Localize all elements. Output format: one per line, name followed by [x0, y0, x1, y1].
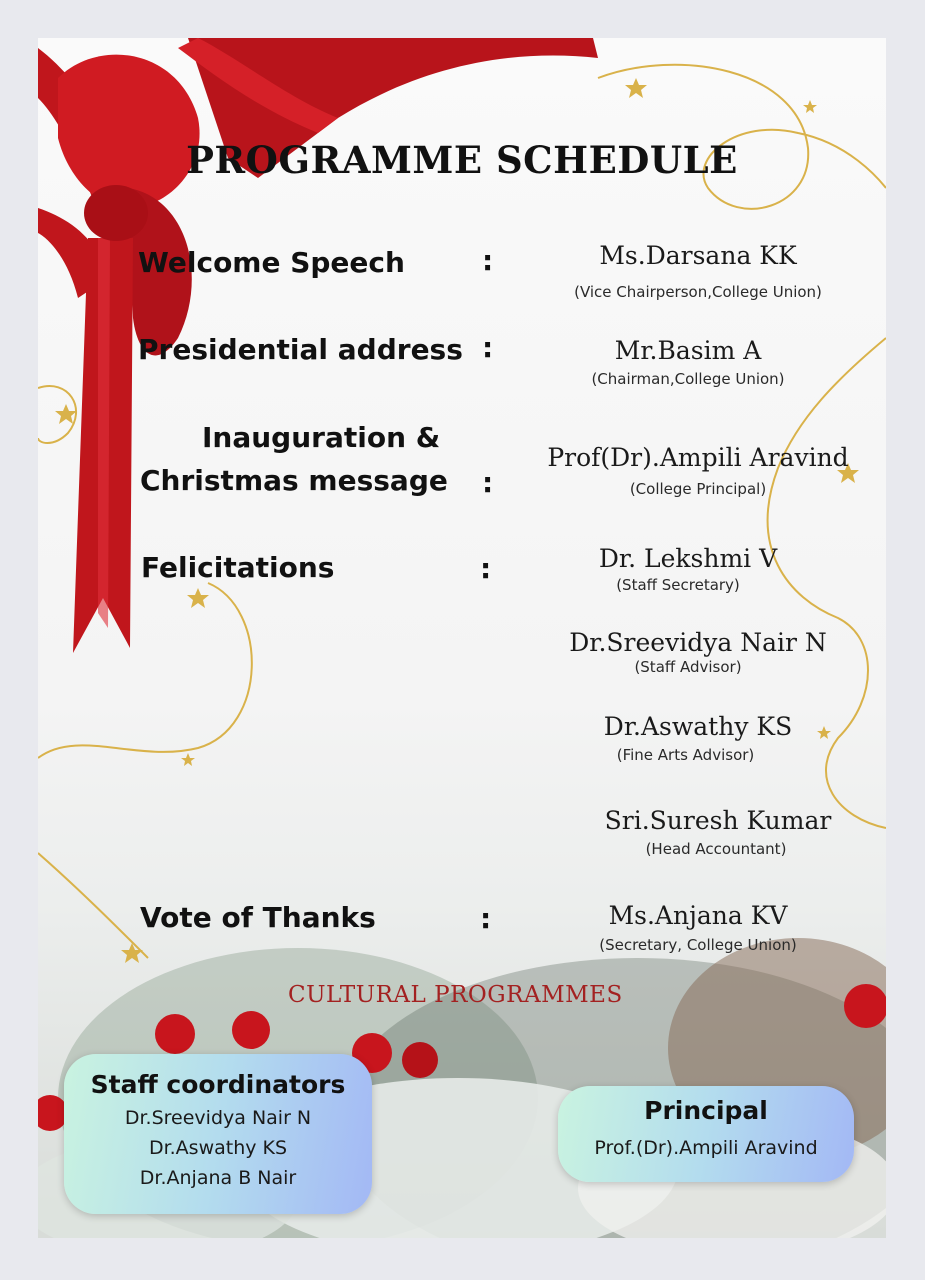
colon-separator: : [482, 466, 494, 499]
role-inauguration: Inauguration & [202, 421, 441, 454]
principal-box [558, 1086, 854, 1182]
role-felicitations: Felicitations [141, 551, 335, 584]
role-christmas-message: Christmas message [140, 464, 448, 497]
speaker-name: Dr.Sreevidya Nair N [569, 628, 827, 657]
speaker-name: Sri.Suresh Kumar [604, 806, 832, 835]
speaker-name: Ms.Darsana KK [599, 241, 797, 270]
speaker-designation: (College Principal) [629, 480, 767, 498]
coordinator-name: Dr.Aswathy KS [148, 1137, 288, 1159]
role-welcome-speech: Welcome Speech [138, 246, 405, 279]
colon-separator: : [482, 244, 494, 277]
programme-card [38, 38, 886, 1238]
cultural-programmes-heading: CULTURAL PROGRAMMES [288, 982, 623, 1008]
staff-coordinators-box [64, 1054, 372, 1214]
speaker-name: Prof(Dr).Ampili Aravind [547, 443, 849, 472]
colon-separator: : [480, 552, 492, 585]
principal-name: Prof.(Dr).Ampili Aravind [594, 1137, 818, 1159]
principal-title: Principal [644, 1096, 768, 1125]
speaker-designation: (Chairman,College Union) [591, 370, 785, 388]
speaker-name: Mr.Basim A [614, 336, 762, 365]
colon-separator: : [480, 902, 492, 935]
speaker-designation: (Secretary, College Union) [599, 936, 797, 954]
speaker-designation: (Fine Arts Advisor) [616, 746, 755, 764]
staff-coordinators-title: Staff coordinators [90, 1070, 346, 1099]
coordinator-name: Dr.Anjana B Nair [139, 1167, 297, 1189]
coordinator-name: Dr.Sreevidya Nair N [124, 1107, 312, 1129]
speaker-designation: (Head Accountant) [645, 840, 787, 858]
speaker-designation: (Staff Advisor) [634, 658, 742, 676]
speaker-name: Dr. Lekshmi V [598, 544, 778, 573]
page-title: PROGRAMME SCHEDULE [186, 138, 738, 182]
speaker-name: Dr.Aswathy KS [603, 712, 793, 741]
role-vote-of-thanks: Vote of Thanks [140, 901, 376, 934]
speaker-designation: (Staff Secretary) [616, 576, 740, 594]
speaker-designation: (Vice Chairperson,College Union) [574, 283, 822, 301]
speaker-name: Ms.Anjana KV [608, 901, 788, 930]
colon-separator: : [482, 331, 494, 364]
role-presidential-address: Presidential address [138, 333, 463, 366]
